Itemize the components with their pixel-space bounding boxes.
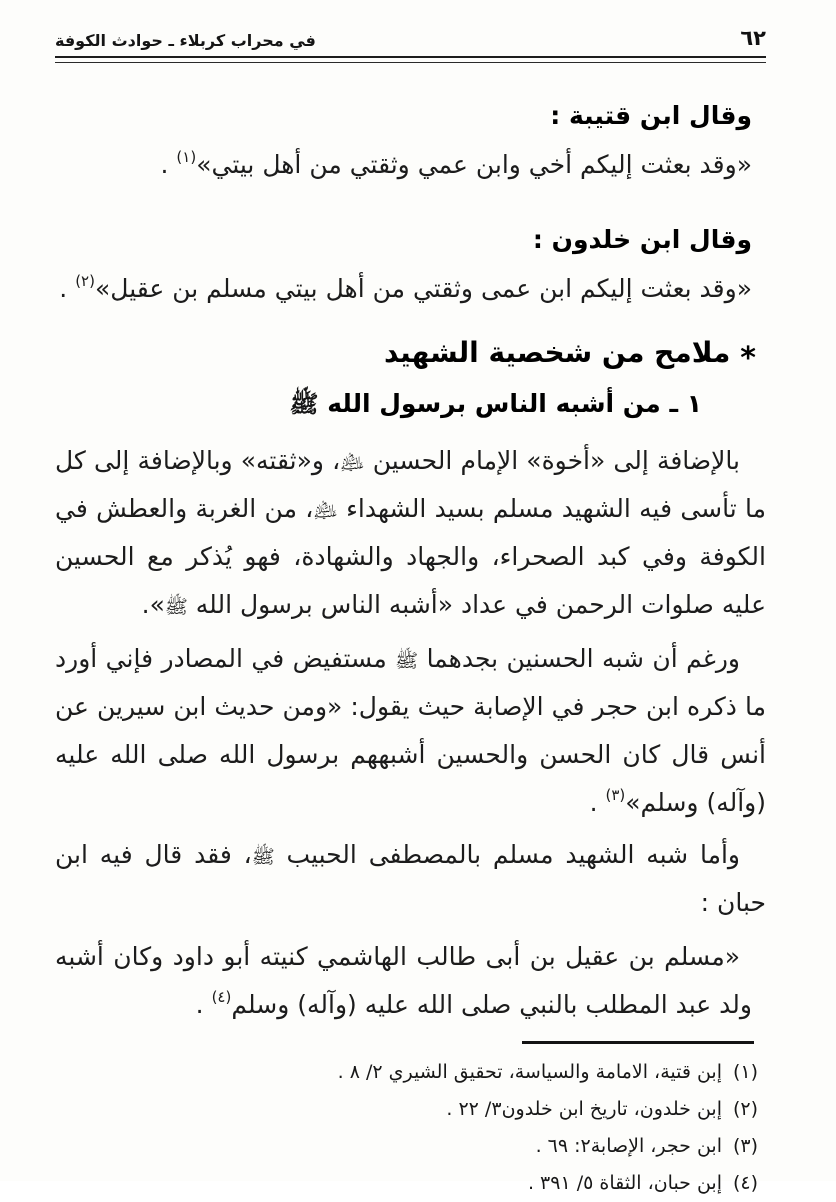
paragraph-text: ، فقد قال فيه ابن حبان : [55, 840, 766, 917]
section-heading: *ملامح من شخصية الشهيد [384, 336, 756, 376]
paragraph-text: وأما شبه الشهيد مسلم بالمصطفى الحبيب [274, 840, 740, 869]
footnote-marker: (٢) [732, 1098, 758, 1120]
paragraph-2 [55, 635, 766, 827]
honorific-sallallahu-alayhi-icon: ﷺ [395, 650, 419, 672]
footnote-marker: (٤) [732, 1172, 758, 1194]
honorific-sallallahu-alayhi-icon: ﷺ [251, 846, 275, 868]
honorific-sallallahu-alayhi-icon: ﷺ [164, 596, 188, 618]
footnote-ref-4: (٤) [211, 988, 232, 1006]
honorific-alayhis-salam-icon: ﵇ [340, 452, 365, 474]
quote-ibn-khaldun [55, 267, 766, 311]
footnote-text: إبن خلدون، تاريخ ابن خلدون٣/ ٢٢ . [446, 1098, 722, 1120]
running-header [0, 0, 836, 50]
quote-tail: . [160, 150, 177, 179]
footnote-text: إبن حبان، الثقاة ٥/ ٣٩١ . [527, 1172, 722, 1194]
quote-text: «مسلم بن عقيل بن أبى طالب الهاشمي كنيته أبو داود وكان أشبه ولد عبد المطلب بالنبي صلى الله عليه (وآله) وسلم [55, 942, 752, 1019]
honorific-alayhis-salam-icon: ﵇ [313, 500, 338, 522]
honorific-sallallahu-alayhi-icon: ﷺ [289, 390, 319, 418]
paragraph-text: ، من الغربة والعطش في الكوفة وفي كبد الصحراء، والجهاد والشهادة، فهو يُذكر مع الحسين عليه صلوات الرحمن في عداد «أشبه الناس برسول الله [55, 494, 766, 619]
section-title: ملامح من شخصية الشهيد [384, 336, 731, 369]
sub-heading-text: ١ ـ من أشبه الناس برسول الله [318, 389, 702, 418]
quote-text: «وقد بعثت إليكم أخي وابن عمي وثقتي من أهل بيتي» [196, 150, 752, 179]
footnote-2 [55, 1091, 766, 1128]
footnote-ref-1: (١) [176, 148, 197, 166]
paragraph-text: ورغم أن شبه الحسنين بجدهما [418, 644, 740, 673]
footnote-marker: (٣) [732, 1135, 758, 1157]
quote-tail: . [195, 990, 212, 1019]
paragraph-3 [55, 831, 766, 927]
running-title: في محراب كربلاء ـ حوادث الكوفة [55, 31, 316, 50]
sub-heading-1 [55, 383, 766, 425]
footnote-3 [55, 1128, 766, 1165]
paragraph-text: مستفيض في المصادر فإني أورد ما ذكره ابن حجر في الإصابة حيث يقول: «ومن حديث ابن سيرين عن أنس قال كان الحسن والحسين أشبههم برسول الله صلى الله عليه (وآله) وسلم» [55, 644, 766, 817]
footnote-text: ابن حجر، الإصابة٢: ٦٩ . [535, 1135, 722, 1157]
quote-ibn-hibban [55, 933, 766, 1029]
footnote-ref-2: (٢) [75, 272, 95, 290]
footnote-separator-rule [522, 1041, 754, 1044]
quote-text: «وقد بعثت إليكم ابن عمى وثقتي من أهل بيتي مسلم بن عقيل» [94, 274, 752, 303]
footnote-4 [55, 1165, 766, 1202]
quote-ibn-qutayba [55, 143, 766, 187]
heading-ibn-khaldun: وقال ابن خلدون : [532, 225, 752, 254]
quote-tail: . [59, 274, 76, 303]
page-number: ٦٢ [740, 26, 766, 50]
page-body [0, 99, 836, 1029]
paragraph-text: ، و«ثقته» وبالإضافة إلى كل ما تأسى فيه الشهيد مسلم بسيد الشهداء [55, 446, 767, 523]
footnotes-section [0, 1041, 836, 1202]
heading-ibn-qutayba: وقال ابن قتيبة : [550, 101, 752, 130]
footnote-text: إبن قتية، الامامة والسياسة، تحقيق الشيري ٢/ ٨ . [337, 1061, 722, 1083]
footnote-1 [55, 1054, 766, 1091]
footnote-ref-3: (٣) [605, 786, 626, 804]
paragraph-1 [55, 437, 766, 629]
header-rule [55, 56, 766, 63]
footnote-marker: (١) [732, 1061, 758, 1083]
paragraph-tail: . [589, 788, 606, 817]
paragraph-text: ». [141, 590, 165, 619]
paragraph-text: بالإضافة إلى «أخوة» الإمام الحسين [364, 446, 740, 475]
